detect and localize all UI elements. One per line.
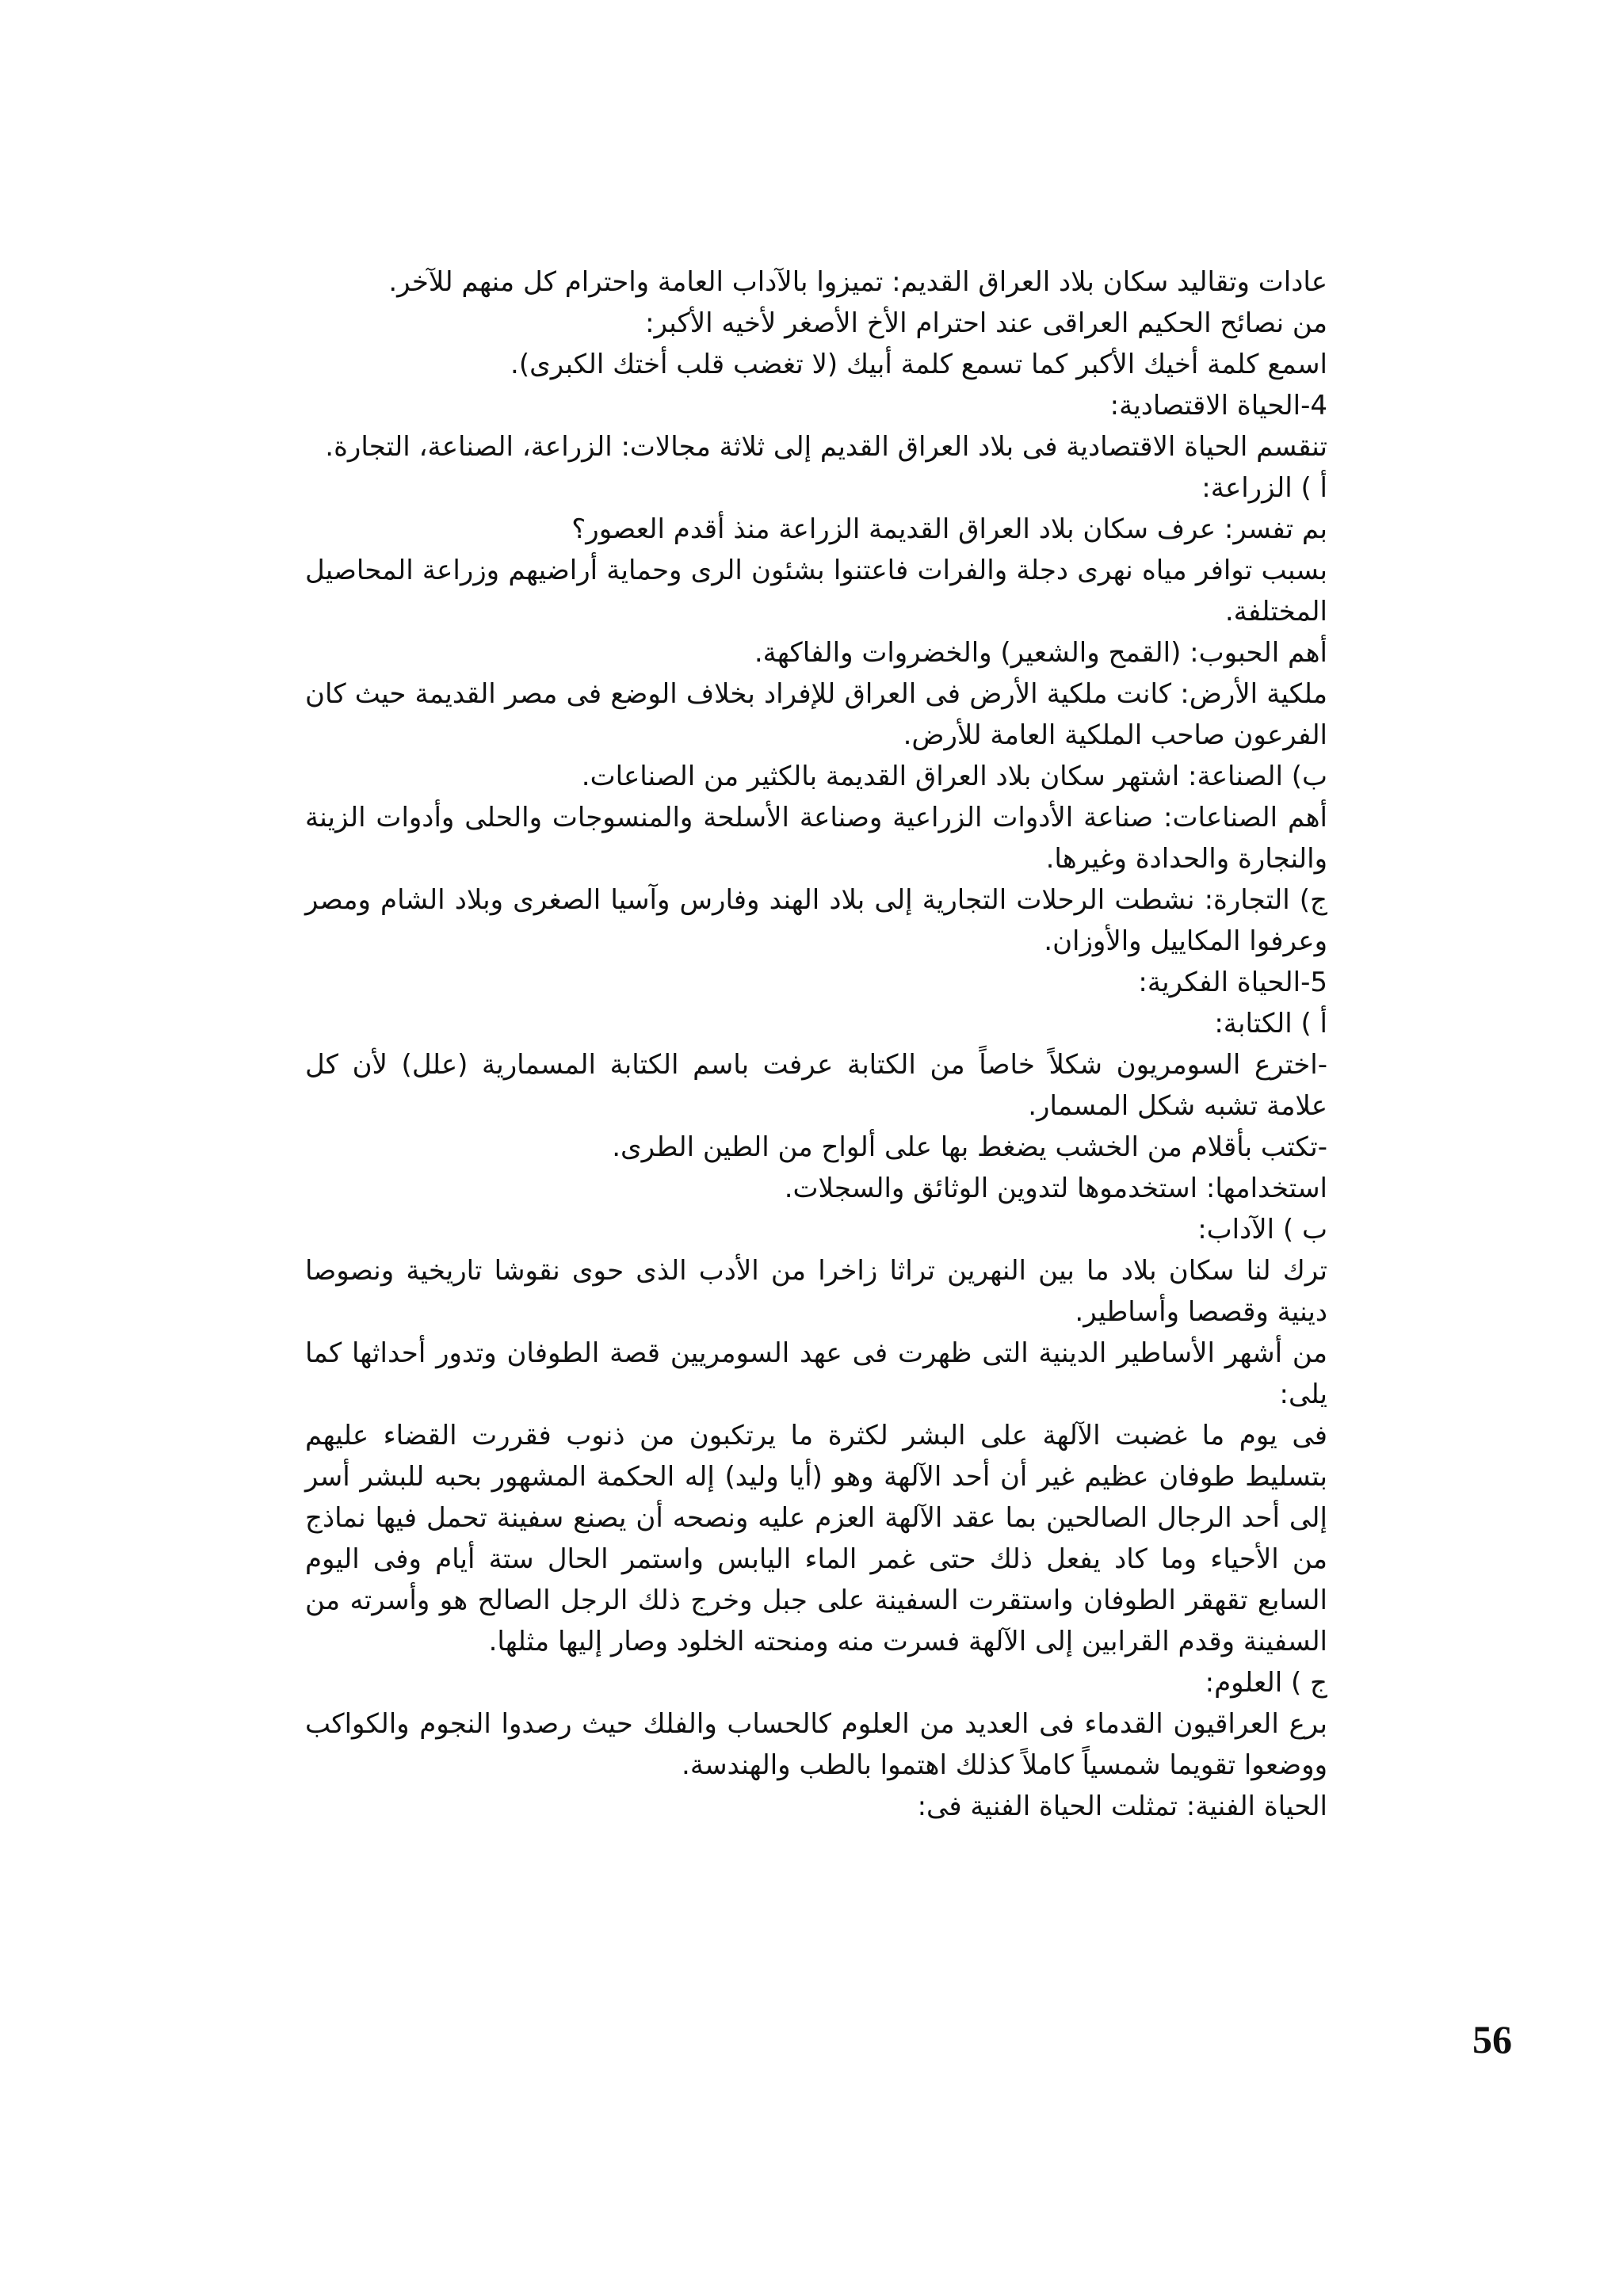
paragraph-industries: أهم الصناعات: صناعة الأدوات الزراعية وصناعة الأسلحة والمنسوجات والحلى وأدوات الزينة والنجارة والحدادة وغيرها.	[305, 802, 1327, 875]
paragraph-writing-use: استخدامها: استخدموها لتدوين الوثائق والسجلات.	[784, 1173, 1327, 1204]
paragraph-art-life: الحياة الفنية: تمثلت الحياة الفنية فى:	[917, 1791, 1327, 1822]
paragraph-literature: ترك لنا سكان بلاد ما بين النهرين تراثا زاخرا من الأدب الذى حوى نقوشا تاريخية ونصوصا دينية وقصصا وأساطير.	[305, 1255, 1327, 1328]
paragraph-flood-story: فى يوم ما غضبت الآلهة على البشر لكثرة ما يرتكبون من ذنوب فقررت القضاء عليهم بتسليط طوفان عظيم غير أن أحد الآلهة وهو (أيا وليد) إله الحكمة المشهور بحبه للبشر أسر إلى أحد الرجال الصالحين بما عقد الآلهة العزم عليه ونصحه أن يصنع سفينة تحمل فيها نماذج من الأحياء وما كاد يفعل ذلك حتى غمر الماء اليابس واستمر الحال ستة أيام وفى اليوم السابع تقهقر الطوفان واستقرت السفينة على جبل وخرج ذلك الرجل الصالح هو وأسرته من السفينة وقدم القرابين إلى الآلهة فسرت منه ومنحته الخلود وصار إليها مثلها.	[305, 1420, 1327, 1657]
paragraph-cuneiform: -اخترع السومريون شكلاً خاصاً من الكتابة عرفت باسم الكتابة المسمارية (علل) لأن كل علامة تشبه شكل المسمار.	[305, 1049, 1327, 1122]
paragraph-economic-fields: تنقسم الحياة الاقتصادية فى بلاد العراق القديم إلى ثلاثة مجالات: الزراعة، الصناعة، التجارة.	[325, 431, 1327, 463]
heading-agriculture: أ ) الزراعة:	[1201, 472, 1327, 504]
paragraph-agriculture-question: بم تفسر: عرف سكان بلاد العراق القديمة الزراعة منذ أقدم العصور؟	[571, 513, 1327, 545]
paragraph-agriculture-answer: بسبب توافر مياه نهرى دجلة والفرات فاعتنوا بشئون الرى وحماية أراضيهم وزراعة المحاصيل المختلفة.	[305, 555, 1327, 627]
paragraph-sciences: برع العراقيون القدماء فى العديد من العلوم كالحساب والفلك حيث رصدوا النجوم والكواكب ووضعوا تقويما شمسياً كاملاً كذلك اهتموا بالطب والهندسة.	[305, 1708, 1327, 1781]
paragraph-writing-tools: -تكتب بأقلام من الخشب يضغط بها على ألواح من الطين الطرى.	[612, 1131, 1327, 1163]
heading-literature: ب ) الآداب:	[1197, 1214, 1327, 1245]
page-number: 56	[1472, 2017, 1512, 2061]
paragraph-customs: عادات وتقاليد سكان بلاد العراق القديم: تميزوا بالآداب العامة واحترام كل منهم للآخر.	[388, 266, 1327, 298]
heading-intellectual-life: 5-الحياة الفكرية:	[1138, 967, 1327, 998]
paragraph-myths-intro: من أشهر الأساطير الدينية التى ظهرت فى عهد السومريين قصة الطوفان وتدور أحداثها كما يلى:	[305, 1337, 1327, 1410]
heading-sciences: ج ) العلوم:	[1205, 1667, 1327, 1699]
heading-economic-life: 4-الحياة الاقتصادية:	[1109, 390, 1327, 421]
paragraph-land-ownership: ملكية الأرض: كانت ملكية الأرض فى العراق للإفراد بخلاف الوضع فى مصر القديمة حيث كان الفرعون صاحب الملكية العامة للأرض.	[305, 678, 1327, 751]
paragraph-trade: ج) التجارة: نشطت الرحلات التجارية إلى بلاد الهند وفارس وآسيا الصغرى وبلاد الشام ومصر وعرفوا المكاييل والأوزان.	[305, 884, 1327, 957]
paragraph-grains: أهم الحبوب: (القمح والشعير) والخضروات والفاكهة.	[754, 637, 1327, 669]
paragraph-advice-intro: من نصائح الحكيم العراقى عند احترام الأخ الأصغر لأخيه الأكبر:	[645, 307, 1327, 339]
body-text	[305, 261, 1327, 1827]
paragraph-advice: اسمع كلمة أخيك الأكبر كما تسمع كلمة أبيك (لا تغضب قلب أختك الكبرى).	[510, 349, 1327, 380]
heading-writing: أ ) الكتابة:	[1214, 1008, 1327, 1039]
heading-industry: ب) الصناعة: اشتهر سكان بلاد العراق القديمة بالكثير من الصناعات.	[581, 761, 1327, 792]
